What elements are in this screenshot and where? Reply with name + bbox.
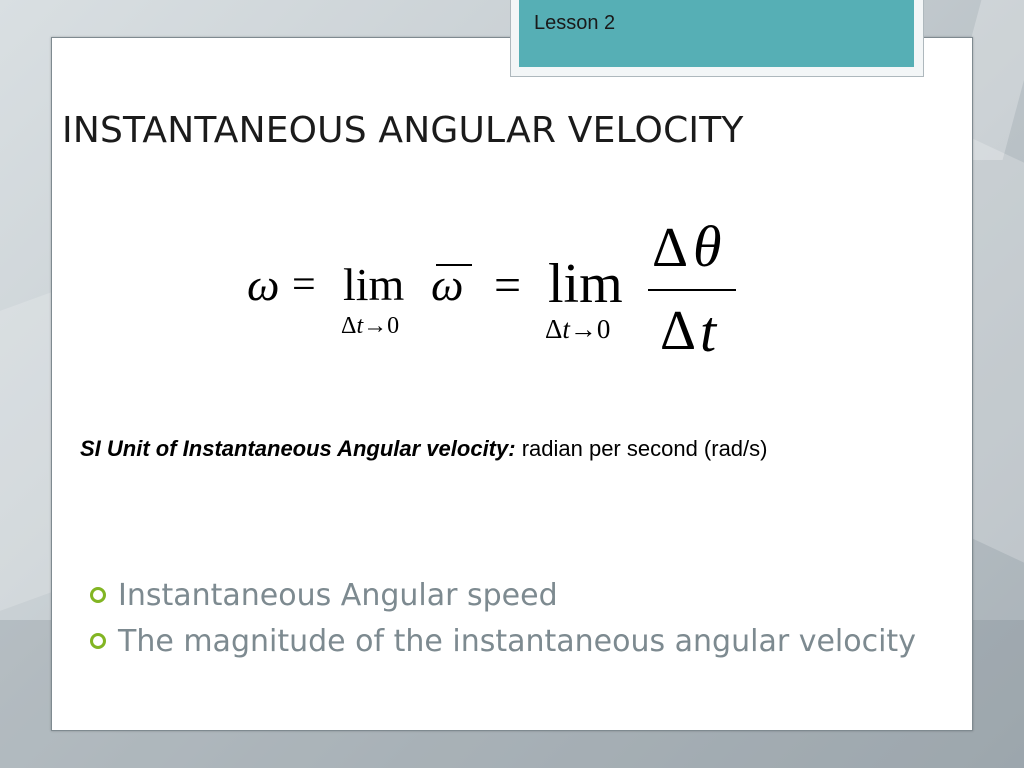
list-item [90, 618, 916, 664]
bullet-text: The magnitude of the instantaneous angular velocity [118, 623, 916, 659]
circle-bullet-icon [90, 633, 106, 649]
equals-sign: = [494, 259, 522, 312]
t-symbol: t [700, 299, 717, 364]
si-unit-line [80, 436, 767, 462]
lim-operator: lim [548, 253, 623, 315]
slide-title: INSTANTANEOUS ANGULAR VELOCITY [62, 110, 744, 151]
theta-symbol: θ [693, 214, 722, 279]
omega-bar-symbol: ω [431, 259, 464, 310]
fraction-bar [648, 289, 736, 291]
limit-subscript: Δt→0 [545, 314, 611, 344]
bullet-text: Instantaneous Angular speed [118, 577, 558, 613]
lim-operator: lim [343, 259, 405, 310]
lesson-label: Lesson 2 [534, 12, 616, 34]
limit-subscript: Δt→0 [341, 313, 400, 339]
si-unit-value: radian per second (rad/s) [515, 436, 768, 461]
omega-symbol: ω [247, 259, 280, 310]
list-item [90, 572, 916, 618]
denominator-delta: Δ [660, 300, 697, 362]
background-facet [970, 137, 1024, 562]
numerator-delta: Δ [652, 217, 689, 279]
si-unit-label: SI Unit of Instantaneous Angular velocity: [80, 436, 516, 461]
circle-bullet-icon [90, 587, 106, 603]
bullet-list [90, 572, 916, 664]
equals-sign: = [292, 262, 316, 308]
